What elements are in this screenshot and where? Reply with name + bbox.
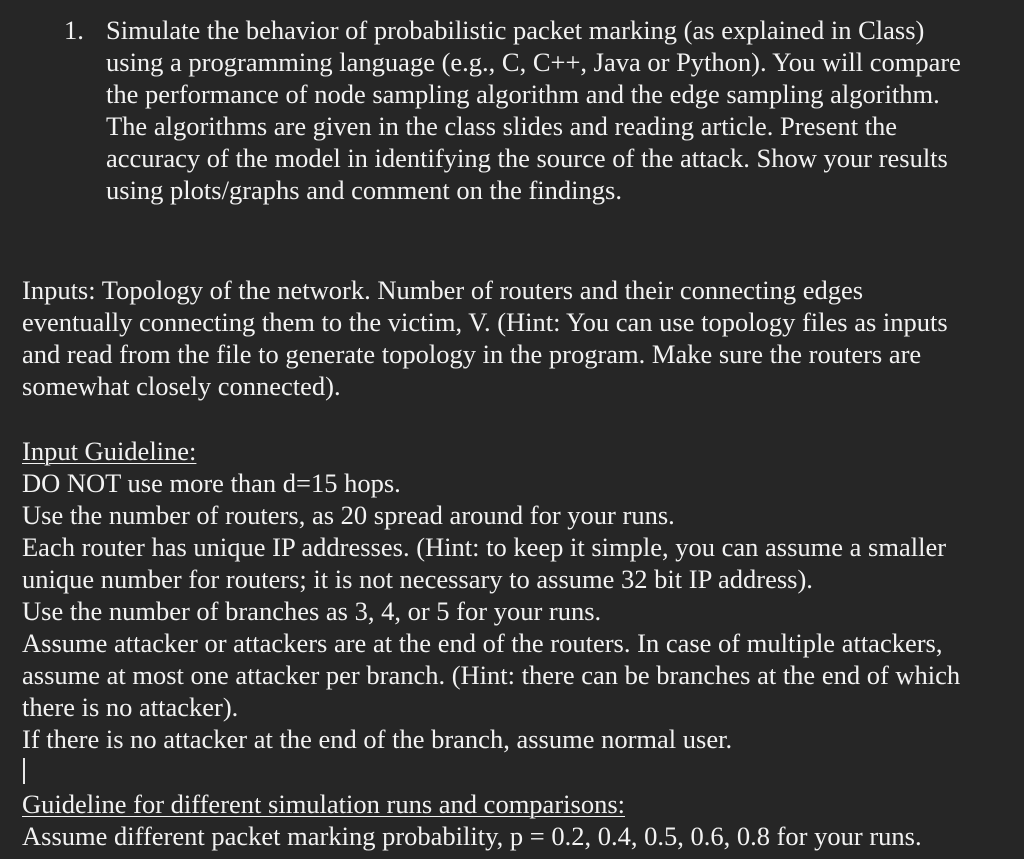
simulation-guideline-section <box>22 788 1018 852</box>
guideline-line: Use the number of routers, as 20 spread around for your runs. <box>22 500 675 530</box>
guideline-line: If there is no attacker at the end of the branch, assume normal user. <box>22 724 733 754</box>
inputs-line: somewhat closely connected). <box>22 371 341 401</box>
guideline-line: Each router has unique IP addresses. (Hint: to keep it simple, you can assume a smaller <box>22 532 947 562</box>
simulation-guideline-heading: Guideline for different simulation runs and comparisons: <box>22 789 625 819</box>
question-line: the performance of node sampling algorithm and the edge sampling algorithm. <box>106 79 940 109</box>
input-guideline-heading: Input Guideline: <box>22 436 197 466</box>
question-line: using plots/graphs and comment on the findings. <box>106 175 622 205</box>
guideline-line: Assume attacker or attackers are at the end of the routers. In case of multiple attackers, <box>22 628 943 658</box>
inputs-line: and read from the file to generate topology in the program. Make sure the routers are <box>22 339 922 369</box>
guideline-line: Use the number of branches as 3, 4, or 5 for your runs. <box>22 596 602 626</box>
question-line: The algorithms are given in the class slides and reading article. Present the <box>106 111 898 141</box>
question-line: Simulate the behavior of probabilistic packet marking (as explained in Class) <box>106 15 925 45</box>
guideline-line: assume at most one attacker per branch. (Hint: there can be branches at the end of which <box>22 660 961 690</box>
input-guideline-section <box>22 435 1018 787</box>
question-1 <box>64 14 1014 206</box>
question-number: 1. <box>64 15 84 45</box>
question-line: accuracy of the model in identifying the source of the attack. Show your results <box>106 143 948 173</box>
guideline-line: unique number for routers; it is not necessary to assume 32 bit IP address). <box>22 564 813 594</box>
simulation-line: Assume different packet marking probability, p = 0.2, 0.4, 0.5, 0.6, 0.8 for your runs. <box>22 821 922 851</box>
question-text <box>106 14 1014 206</box>
guideline-line: DO NOT use more than d=15 hops. <box>22 468 401 498</box>
guideline-line: there is no attacker). <box>22 692 239 722</box>
question-line: using a programming language (e.g., C, C++, Java or Python). You will compare <box>106 47 961 77</box>
inputs-paragraph <box>22 274 1018 402</box>
inputs-line: Inputs: Topology of the network. Number of routers and their connecting edges <box>22 275 864 305</box>
inputs-line: eventually connecting them to the victim, V. (Hint: You can use topology files as inputs <box>22 307 948 337</box>
text-cursor[interactable] <box>23 758 25 784</box>
